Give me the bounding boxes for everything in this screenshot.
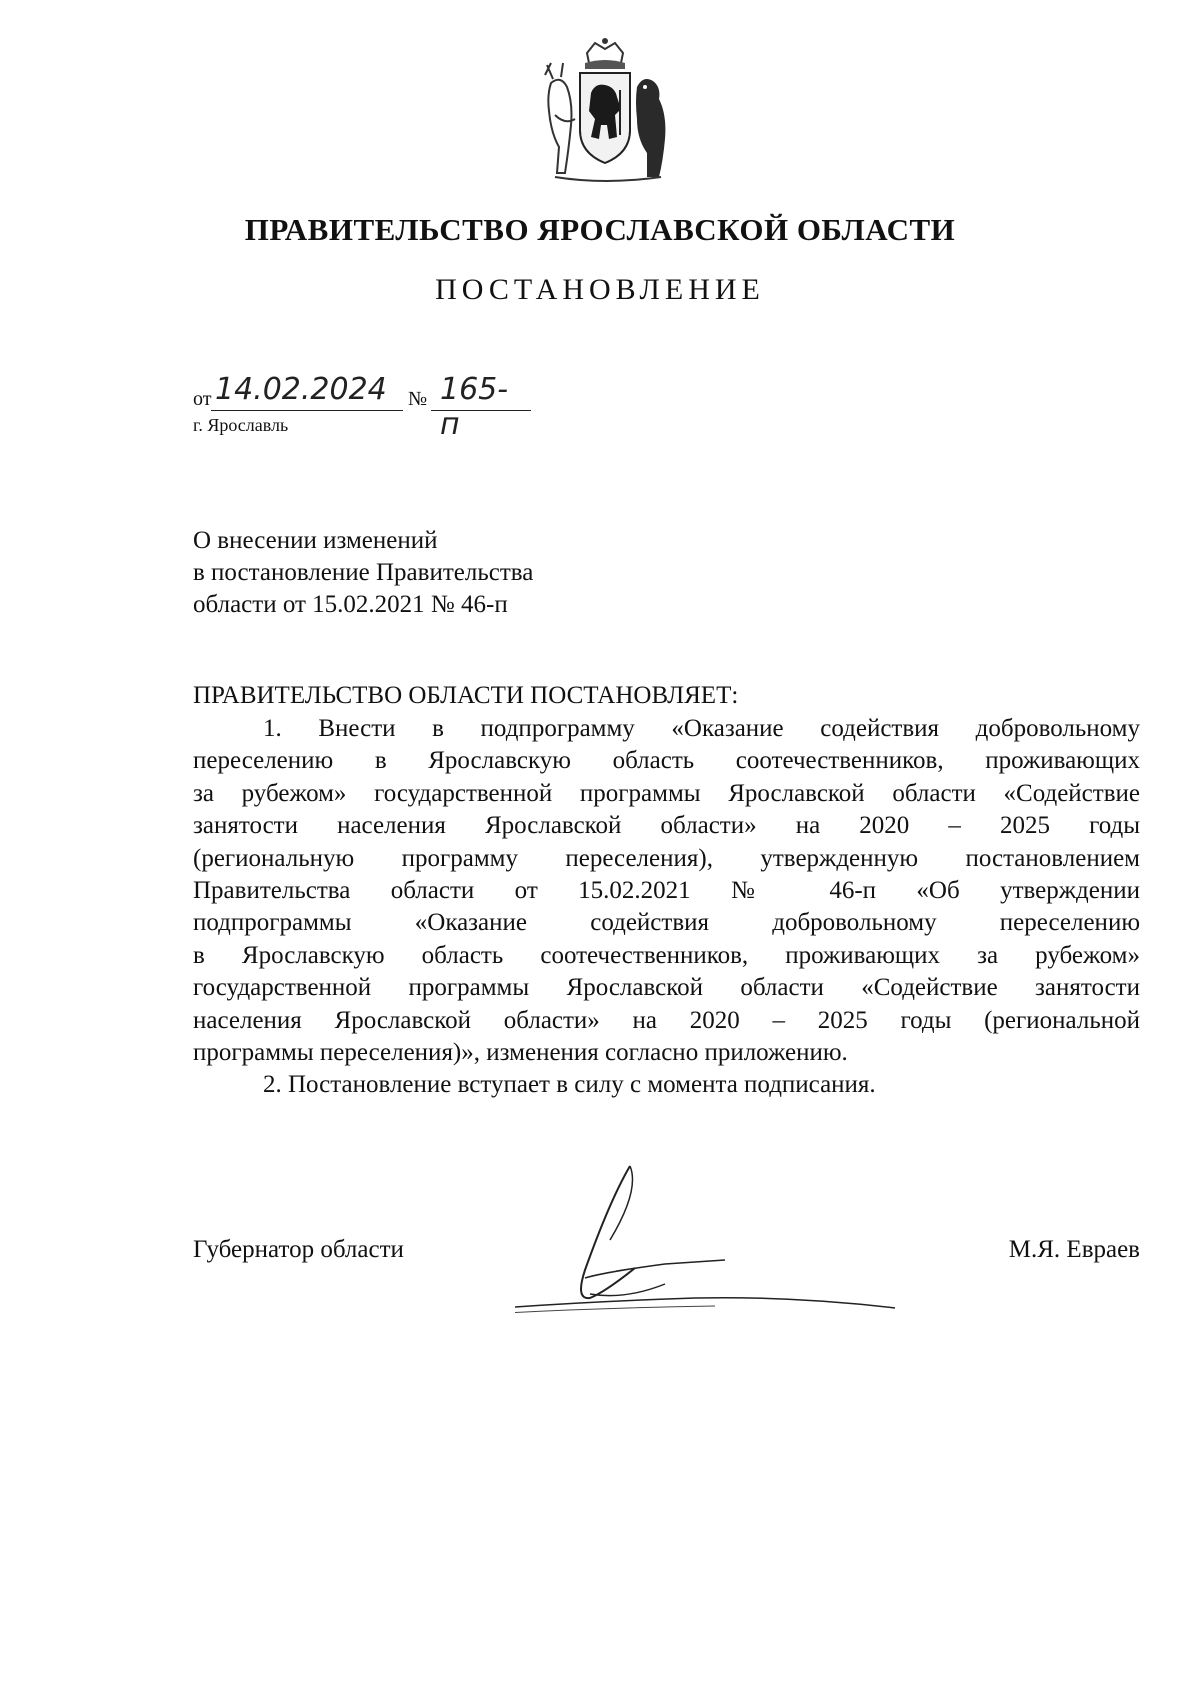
paragraph-line: переселению в Ярославскую область соотечественников, проживающих xyxy=(193,747,1140,775)
paragraph-line: (региональную программу переселения), утвержденную постановлением xyxy=(193,844,1140,872)
handwritten-date: 14.02.2024 xyxy=(215,372,387,407)
date-prefix: от xyxy=(193,388,212,410)
decree-heading: ПРАВИТЕЛЬСТВО ОБЛАСТИ ПОСТАНОВЛЯЕТ: xyxy=(193,682,739,709)
organization-title: ПРАВИТЕЛЬСТВО ЯРОСЛАВСКОЙ ОБЛАСТИ xyxy=(244,212,956,247)
paragraph-line: подпрограммы «Оказание содействия добровольному переселению xyxy=(193,909,1140,937)
coat-of-arms-icon xyxy=(525,35,685,185)
paragraph-line: государственной программы Ярославской области «Содействие занятости xyxy=(193,974,1140,1002)
paragraph-line: программы переселения)», изменения согласно приложению. xyxy=(193,1039,848,1067)
city: г. Ярославль xyxy=(193,415,289,435)
handwritten-number: 165-п xyxy=(440,372,509,442)
paragraph-line: населения Ярославской области» на 2020 – 2025 годы (региональной xyxy=(193,1006,1140,1034)
paragraph-2: 2. Постановление вступает в силу с момента подписания. xyxy=(263,1071,876,1099)
number-underline xyxy=(431,410,531,411)
paragraph-line: 1. Внести в подпрограмму «Оказание содействия добровольному xyxy=(263,715,1140,742)
paragraph-line: Правительства области от 15.02.2021 № 46-п «Об утверждении xyxy=(193,877,1140,905)
number-prefix: № xyxy=(408,388,428,410)
subject-line: области от 15.02.2021 № 46-п xyxy=(193,591,508,618)
subject-line: в постановление Правительства xyxy=(193,559,534,586)
subject-block xyxy=(193,525,793,621)
paragraph-line: в Ярославскую область соотечественников, проживающих за рубежом» xyxy=(193,941,1140,969)
subject-line: О внесении изменений xyxy=(193,527,438,554)
document-body xyxy=(193,713,1140,1102)
document-type: ПОСТАНОВЛЕНИЕ xyxy=(435,273,765,306)
signatory-position: Губернатор области xyxy=(193,1236,404,1263)
handwritten-signature xyxy=(515,1160,915,1340)
paragraph-line: за рубежом» государственной программы Ярославской области «Содействие xyxy=(193,779,1140,807)
signatory-name: М.Я. Евраев xyxy=(1008,1236,1140,1263)
date-underline xyxy=(211,410,403,411)
paragraph-line: занятости населения Ярославской области» на 2020 – 2025 годы xyxy=(193,812,1140,840)
